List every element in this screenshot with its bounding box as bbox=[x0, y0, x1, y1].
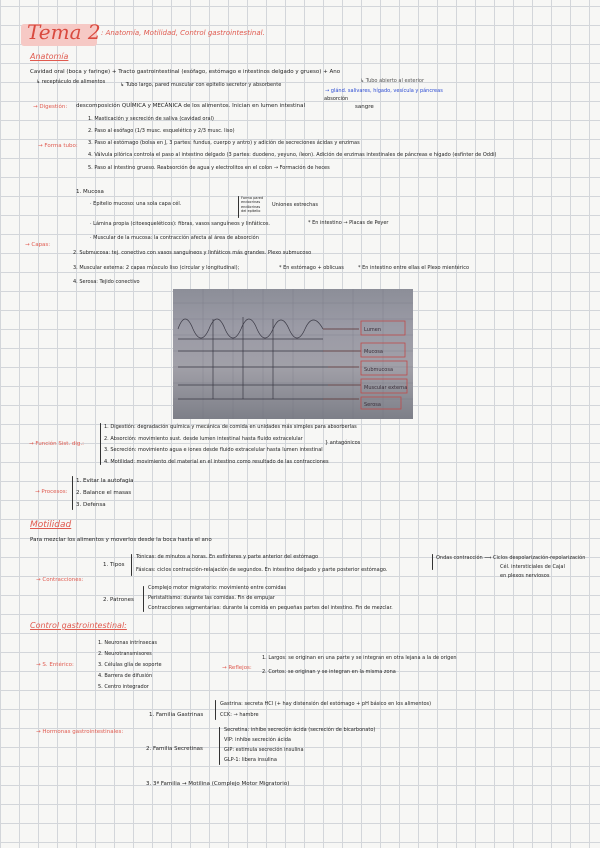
capas-epitelio-end: Uniones estrechas bbox=[272, 202, 318, 208]
photo-label-muscular: Muscular externa bbox=[364, 385, 408, 391]
patrones-item-3: Contracciones segmentarias: durante la comida en pequeñas partes del intestino. Fin de mezclar. bbox=[148, 605, 393, 611]
capas-lamina: · Lámina propia (citoesqueléticos): fibras, vasos sanguíneos y linfáticos. bbox=[90, 221, 271, 227]
gastrinas-brace bbox=[215, 700, 216, 720]
procesos-item-1: 1. Evitar la autofagia bbox=[76, 478, 134, 484]
secretinas-item-1: Secretina: inhibe secreción ácida (secreción de bicarbonato) bbox=[224, 727, 376, 733]
contracciones-label: → Contracciones: bbox=[36, 577, 84, 583]
anatomia-line-3: → glánd. salivares, hígado, vesícula y páncreas bbox=[325, 88, 443, 94]
anatomia-line-2: ↳ receptáculo de alimentos bbox=[36, 79, 106, 85]
section-control: Control gastrointestinal: bbox=[30, 621, 127, 630]
patrones-brace bbox=[143, 586, 144, 612]
procesos-item-2: 2. Balance el masas bbox=[76, 490, 132, 496]
diagram-photo bbox=[173, 289, 413, 419]
secretinas-item-3: GIP: estimula secreción insulina bbox=[224, 747, 304, 753]
reflejos-item-2: 2. Cortos: se originan y se integran en la misma zona bbox=[262, 669, 396, 675]
reflejos-label: → Reflejos: bbox=[222, 665, 252, 671]
procesos-item-3: 3. Defensa bbox=[76, 502, 106, 508]
digestion-label: → Digestión: bbox=[33, 104, 68, 110]
epitelio-sub: Forma pared endocrinas endócrinas del epitelio bbox=[241, 196, 264, 214]
forma-item-5: 5. Paso al intestino grueso. Reabsorción de agua y electrolitos en el colon → Formación de heces bbox=[88, 165, 330, 171]
forma-item-3: 3. Paso al estómago (bolsa en J, 3 partes: fundus, cuerpo y antro) y adición de secreciones ácidas y enzimas bbox=[88, 140, 360, 146]
section-motilidad: Motilidad bbox=[30, 520, 72, 530]
gastrinas-item-1: Gastrina: secreta HCl (+ hay distensión del estómago + pH básico en los alimentos) bbox=[220, 701, 432, 707]
gastrinas-item-2: CCK: → hambre bbox=[220, 712, 259, 718]
capas-label: → Capas: bbox=[25, 242, 51, 248]
patrones-item-1: Complejo motor migratorio: movimiento entre comidas bbox=[148, 585, 287, 591]
tipos-brace bbox=[131, 554, 132, 576]
digestion-note: absorción bbox=[324, 96, 349, 102]
anatomia-line-2b: ↳ Tubo largo, pared muscular con epitelio secretor y absorbente bbox=[120, 82, 282, 88]
procesos-brace bbox=[72, 476, 73, 510]
capas-muscular-externa: 3. Muscular externa: 2 capas músculo liso (circular y longitudinal); bbox=[73, 265, 240, 271]
secretinas-label: 2. Familia Secretinas bbox=[146, 746, 203, 752]
motilidad-intro: Para mezclar los alimentos y moverlos desde la boca hasta el ano bbox=[30, 537, 212, 543]
secretinas-item-4: GLP-1: libera insulina bbox=[224, 757, 277, 763]
enterico-item-1: 1. Neuronas intrínsecas bbox=[98, 640, 158, 646]
enterico-label: → S. Entérico: bbox=[36, 662, 74, 668]
capas-epitelio: · Epitelio mucoso: una sola capa cél. bbox=[90, 201, 182, 207]
capas-muscular-star-2: * En intestino entre ellas el Plexo mientérico bbox=[358, 265, 469, 271]
secretinas-brace bbox=[219, 727, 220, 765]
tipos-tonicas: Tónicas: de minutos a horas. En esfínteres y parte anterior del estómago bbox=[136, 554, 319, 560]
digestion-end: sangre bbox=[355, 104, 374, 110]
tercera-familia: 3. 3ª Familia → Motilina (Complejo Motor Migratorio) bbox=[146, 781, 290, 787]
reflejos-item-1: 1. Largos: se originan en una parte y se integran en otra lejana a la de origen bbox=[262, 655, 457, 661]
forma-item-4: 4. Válvula pilórica controla el paso al intestino delgado (3 partes: duodeno, yeyuno, íleon). Adición de enzimas intestinales de páncreas e hígado (esfínter de Oddi) bbox=[88, 152, 497, 158]
photo-label-mucosa: Mucosa bbox=[364, 349, 383, 355]
ondas-brace bbox=[432, 554, 433, 570]
digestion-text: descomposición QUÍMICA y MECÁNICA de los alimentos. Inician en lumen intestinal bbox=[76, 103, 306, 109]
patrones-label: 2. Patrones bbox=[103, 597, 134, 603]
tipos-label: 1. Tipos bbox=[103, 562, 125, 568]
page-subtitle: : Anatomía, Motilidad, Control gastrointestinal. bbox=[101, 29, 265, 37]
capas-lamina-star: * En intestino → Placas de Peyer bbox=[308, 220, 389, 226]
tipos-fasicas: Fásicas: ciclos contracción-relajación de segundos. En intestino delgado y parte posterior estómago. bbox=[136, 567, 388, 573]
section-anatomia: Anatomía bbox=[30, 52, 69, 61]
capas-muscular-star-1: * En estómago + oblicuas bbox=[279, 265, 344, 271]
forma-item-1: 1. Masticación y secreción de saliva (cavidad oral) bbox=[88, 116, 214, 122]
enterico-item-2: 2. Neurotransmisores bbox=[98, 651, 152, 657]
photo-label-serosa: Serosa bbox=[364, 402, 381, 408]
funcion-brace-note: } antagónicos bbox=[325, 440, 361, 446]
procesos-label: → Procesos: bbox=[35, 489, 68, 495]
enterico-item-5: 5. Centro integrador bbox=[98, 684, 149, 690]
ondas-line-2: Cél. intersticiales de Cajal bbox=[500, 564, 565, 570]
forma-label: → Forma tubo: bbox=[38, 143, 78, 149]
photo-label-lumen: Lumen bbox=[364, 327, 381, 333]
hormonas-label: → Hormonas gastrointestinales: bbox=[36, 729, 124, 735]
page-title: Tema 2 bbox=[27, 20, 101, 44]
patrones-item-2: Peristaltismo: durante las comidas. Fin de empujar bbox=[148, 595, 275, 601]
funcion-item-2: 2. Absorción: movimiento sust. desde lumen intestinal hasta fluido extracelular bbox=[104, 436, 303, 442]
epitelio-brace bbox=[238, 196, 239, 218]
funcion-item-1: 1. Digestión: degradación química y mecánica de comida en unidades más simples para absorberlas bbox=[104, 424, 357, 430]
photo-label-submucosa: Submucosa bbox=[364, 367, 394, 373]
funcion-label: → Función Sist. dig.: bbox=[29, 441, 84, 447]
gastrinas-label: 1. Familia Gastrinas bbox=[149, 712, 204, 718]
enterico-item-3: 3. Células glía de soporte bbox=[98, 662, 162, 668]
capas-mucosa: 1. Mucosa bbox=[76, 189, 104, 195]
capas-submucosa: 2. Submucosa: tej. conectivo con vasos sanguíneos y linfáticos más grandes. Plexo submucoso bbox=[73, 250, 312, 256]
ondas-line-1: Ondas contracción ⟹ Ciclos despolarización-repolarización bbox=[436, 555, 586, 561]
anatomia-line-1b: ↳ Tubo abierto al exterior bbox=[360, 78, 425, 84]
enterico-item-4: 4. Barrera de difusión bbox=[98, 673, 153, 679]
funcion-item-4: 4. Motilidad: movimiento del material en el intestino como resultado de las contracciones bbox=[104, 459, 329, 465]
funcion-item-3: 3. Secreción: movimiento agua e iones desde fluido extracelular hasta lumen intestinal bbox=[104, 447, 323, 453]
forma-item-2: 2. Paso al esófago (1/3 musc. esquelético y 2/3 musc. liso) bbox=[88, 128, 235, 134]
capas-serosa: 4. Serosa: Tejido conectivo bbox=[73, 279, 140, 285]
ondas-line-3: en plexos nerviosos bbox=[500, 573, 550, 579]
funcion-brace bbox=[100, 423, 101, 465]
anatomia-line-1: Cavidad oral (boca y faringe) + Tracto gastrointestinal (esófago, estómago e intestinos delgado y grueso) + Ano bbox=[30, 69, 341, 75]
capas-muscular-mucosa: · Muscular de la mucosa: la contracción afecta al área de absorción bbox=[90, 235, 259, 241]
secretinas-item-2: VIP: inhibe secreción ácida bbox=[224, 737, 291, 743]
